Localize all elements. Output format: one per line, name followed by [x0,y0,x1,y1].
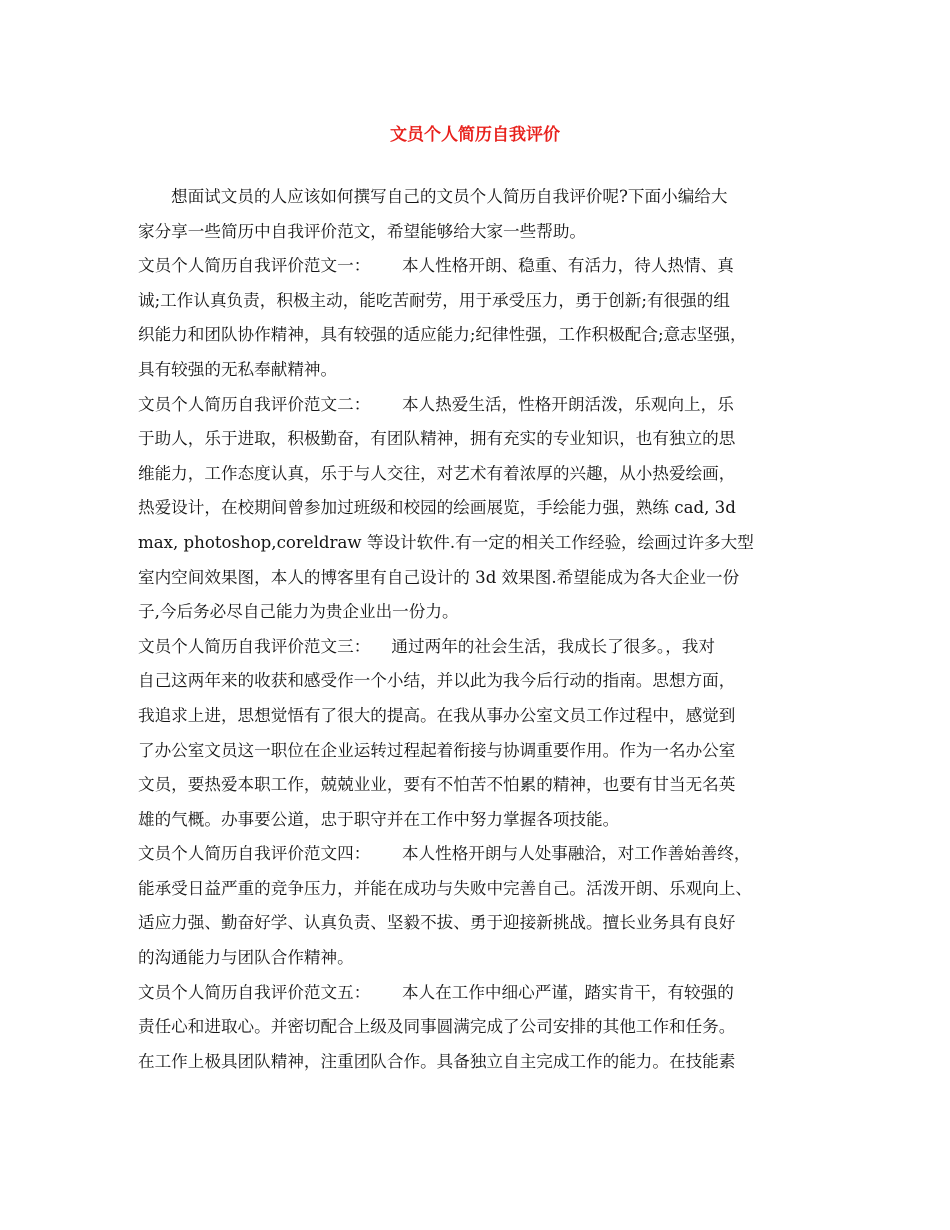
body-line: 的沟通能力与团队合作精神。 [138,948,354,968]
body-line: 自己这两年来的收获和感受作一个小结，并以此为我今后行动的指南。思想方面， [138,671,736,691]
body-line: 文员，要热爱本职工作，兢兢业业，要有不怕苦不怕累的精神，也要有甘当无名英 [138,775,736,795]
body-line: 文员个人简历自我评价范文四： 本人性格开朗与人处事融洽，对工作善始善终， [138,844,751,864]
body-line: 室内空间效果图，本人的博客里有自己设计的 3d 效果图.希望能成为各大企业一份 [138,567,740,587]
body-line: 于助人，乐于进取，积极勤奋，有团队精神，拥有充实的专业知识，也有独立的思 [138,429,736,449]
body-line: 在工作上极具团队精神，注重团队合作。具备独立自主完成工作的能力。在技能素 [138,1051,736,1071]
body-line: 责任心和进取心。并密切配合上级及同事圆满完成了公司安排的其他工作和任务。 [138,1017,736,1037]
body-line: 热爱设计，在校期间曾参加过班级和校园的绘画展览，手绘能力强，熟练 cad, 3d [138,498,736,518]
document-title: 文员个人简历自我评价 [390,125,560,145]
body-line: 适应力强、勤奋好学、认真负责、坚毅不拔、勇于迎接新挑战。擅长业务具有良好 [138,913,736,933]
body-line: 织能力和团队协作精神，具有较强的适应能力;纪律性强，工作积极配合;意志坚强， [138,325,747,345]
body-line: 了办公室文员这一职位在企业运转过程起着衔接与协调重要作用。作为一名办公室 [138,740,736,760]
body-line: 我追求上进，思想觉悟有了很大的提高。在我从事办公室文员工作过程中，感觉到 [138,705,736,725]
body-line: 文员个人简历自我评价范文一： 本人性格开朗、稳重、有活力，待人热情、真 [138,256,734,276]
body-line: 文员个人简历自我评价范文五： 本人在工作中细心严谨，踏实肯干，有较强的 [138,982,734,1002]
body-line: 维能力，工作态度认真，乐于与人交往，对艺术有着浓厚的兴趣，从小热爱绘画， [138,463,736,483]
body-line: 具有较强的无私奉献精神。 [138,359,338,379]
body-line: 雄的气概。办事要公道，忠于职守并在工作中努力掌握各项技能。 [138,809,620,829]
body-line: 家分享一些简历中自我评价范文，希望能够给大家一些帮助。 [138,221,587,241]
body-line: 能承受日益严重的竞争压力，并能在成功与失败中完善自己。活泼开朗、乐观向上、 [138,878,752,898]
document-body [138,180,818,1079]
body-line: max, photoshop,coreldraw 等设计软件.有一定的相关工作经验，绘画过许多大型 [138,532,754,552]
body-line: 子,今后务必尽自己能力为贵企业出一份力。 [138,602,459,622]
body-line: 诚;工作认真负责，积极主动，能吃苦耐劳，用于承受压力，勇于创新;有很强的组 [138,290,730,310]
body-line: 想面试文员的人应该如何撰写自己的文员个人简历自我评价呢?下面小编给大 [171,187,728,206]
body-line: 文员个人简历自我评价范文三： 通过两年的社会生活，我成长了很多。，我对 [138,636,715,656]
body-line: 文员个人简历自我评价范文二： 本人热爱生活，性格开朗活泼，乐观向上，乐 [138,394,734,414]
